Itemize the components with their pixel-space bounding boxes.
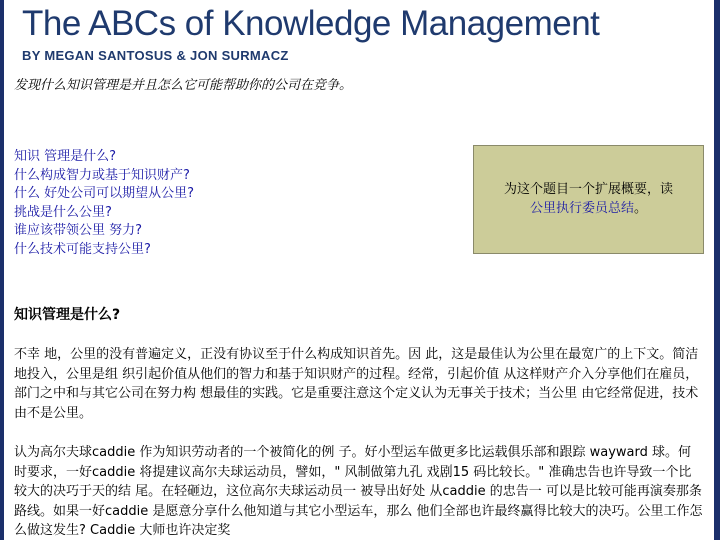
toc-link-intellectual-property[interactable]: 什么构成智力或基于知识财产? bbox=[14, 167, 190, 183]
toc-link-benefits[interactable]: 什么 好处公司可以期望从公里? bbox=[14, 186, 195, 201]
toc-link-technologies[interactable]: 什么技术可能支持公里? bbox=[14, 241, 151, 257]
executive-summary-link[interactable]: 公里执行委员总结 bbox=[529, 201, 634, 216]
section-heading: 知识管理是什么? bbox=[14, 307, 121, 323]
page-title: The ABCs of Knowledge Management bbox=[22, 4, 600, 43]
executive-summary-box bbox=[473, 145, 704, 254]
byline: BY MEGAN SANTOSUS & JON SURMACZ bbox=[22, 48, 289, 63]
summary-text-before: 为这个题目一个扩展概要，读 bbox=[503, 182, 673, 197]
body-paragraph: 不幸 地，公里的没有普遍定义，正没有协议至于什么构成知识首先。因 此，这是最佳认为公里在最宽广的上下文。简洁地投入，公里是组 织引起价值从他们的智力和基于知识财产的过程。经常，引起价值 从这样财产介入分享他们在雇员，部门之中和与其它公司在努力构 想最佳的实践。它是重要注意这个定义认为无事关于技术；当公里 由它经常促进，技术由不是公里。 bbox=[14, 347, 699, 421]
toc-link-what-is-km[interactable]: 知识 管理是什么? bbox=[14, 149, 117, 164]
table-of-contents bbox=[14, 148, 194, 259]
right-frame-bar bbox=[714, 0, 720, 540]
body-paragraph: 认为高尔夫球caddie 作为知识劳动者的一个被简化的例 子。好小型运车做更多比运载俱乐部和跟踪 wayward 球。何时要求，一好caddie 将提建议高尔夫球运动员，譬如，" 风制做第九孔 戏剧15 码比较长。" 准确忠告也许导致一个比较大的决巧于天的结 尾。在轻砸边，这位高尔夫球运动员一 被导出好处 从caddie 的忠告一 可以是比较可能再演奏那条路线。如果一好caddie 是愿意分享什么他知道与其它小型运车，那么 他们全部也许最终赢得比较大的决巧。公里工作怎么做这发生? Caddie 大师也许决定奖 bbox=[14, 445, 703, 538]
left-frame-bar bbox=[0, 0, 4, 540]
toc-link-who-leads[interactable]: 谁应该带领公里 努力? bbox=[14, 223, 143, 238]
page-subtitle: 发现什么知识管理是并且怎么它可能帮助你的公司在竞争。 bbox=[14, 78, 353, 93]
summary-text-after: 。 bbox=[634, 201, 648, 216]
toc-link-challenges[interactable]: 挑战是什么公里? bbox=[14, 204, 112, 220]
